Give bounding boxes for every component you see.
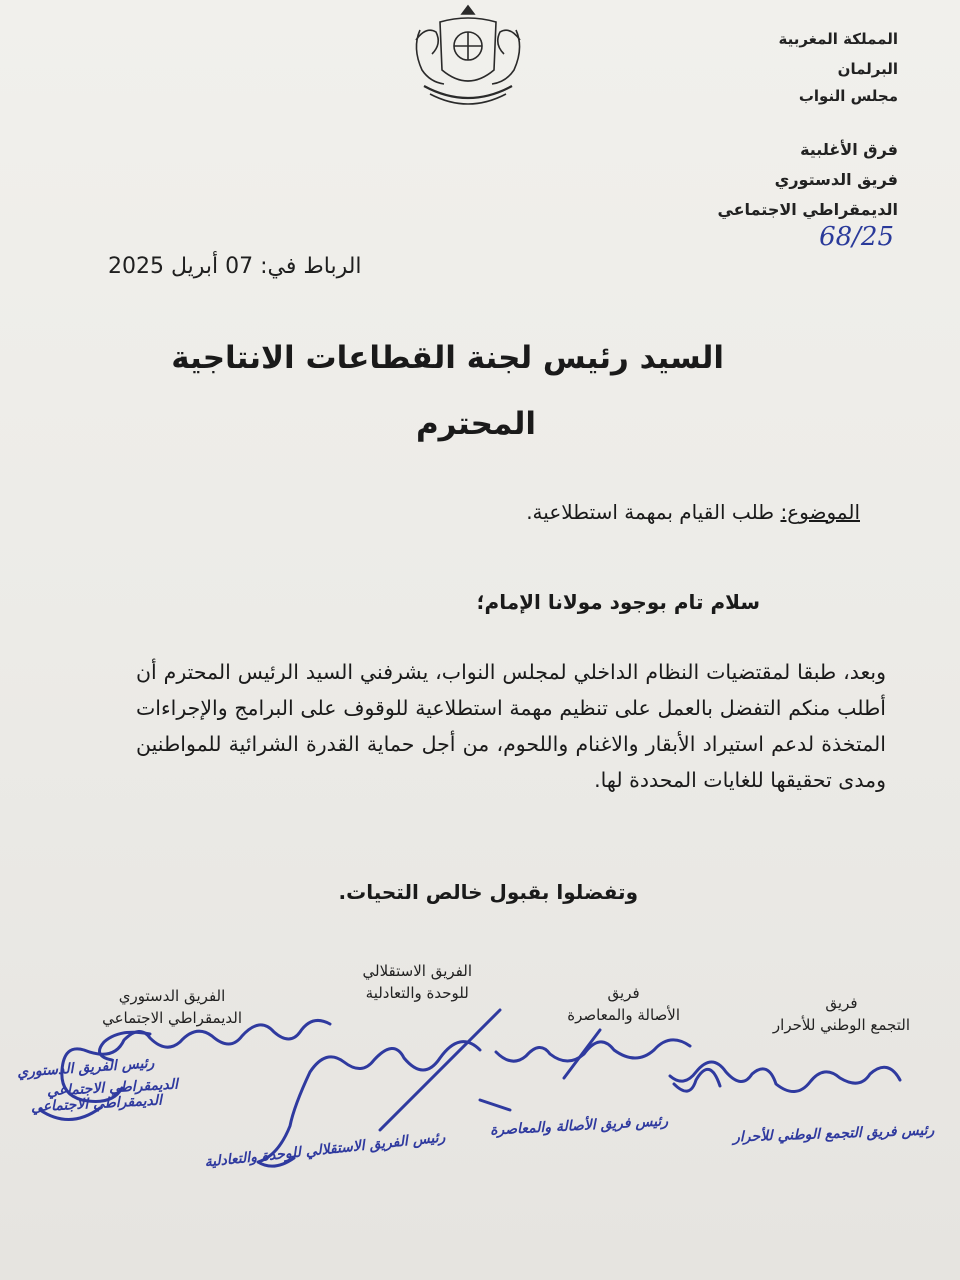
stamp-istiqlal: رئيس الفريق الاستقلالي للوحدة والتعادلية	[203, 1129, 447, 1171]
group-line-1: فريق الدستوري	[774, 170, 898, 189]
reference-number: 68/25	[819, 222, 894, 252]
stamp-uc-line1: رئيس الفريق الدستوري	[16, 1055, 155, 1081]
parliament-name: البرلمان	[837, 60, 898, 78]
signatory-istiqlal-line2: للوحدة والتعادلية	[365, 984, 469, 1002]
closing-line: وتفضلوا بقبول خالص التحيات.	[338, 880, 638, 904]
house-name: مجلس النواب	[798, 87, 898, 105]
signatory-pam-line1: فريق	[607, 984, 640, 1002]
body-paragraph: وبعد، طبقا لمقتضيات النظام الداخلي لمجلس النواب، يشرفني السيد الرئيس المحترم أن أطلب منكم التفضل بالعمل على تنظيم مهمة استطلاعية للوقوف على البرامج والإجراءات المتخذة لدعم استيراد الأبقار والاغنام واللحوم، من أجل حماية القدرة الشرائية للمواطنين ومدى تحقيقها للغايات المحددة لها.	[136, 660, 886, 792]
signatory-uc-line2: الديمقراطي الاجتماعي	[102, 1009, 242, 1027]
subject-text: طلب القيام بمهمة استطلاعية.	[526, 500, 781, 524]
stamp-uc-line2: الديمقراطي الاجتماعي	[46, 1076, 179, 1100]
subject-line	[526, 500, 860, 524]
signatory-rni-line2: التجمع الوطني للأحرار	[772, 1016, 910, 1034]
signatory-uc-line1: الفريق الدستوري	[118, 987, 226, 1005]
signature-rni	[670, 1062, 900, 1092]
group-line-2: الديمقراطي الاجتماعي	[717, 200, 898, 219]
greeting: سلام تام بوجود مولانا الإمام؛	[476, 590, 760, 614]
stamp-rni: رئيس فريق التجمع الوطني للأحرار	[732, 1122, 935, 1146]
coat-of-arms-icon	[402, 0, 534, 112]
signatory-pam-line2: الأصالة والمعاصرة	[567, 1006, 680, 1024]
groups-heading: فرق الأغلبية	[800, 140, 898, 159]
signatory-rni-line1: فريق	[825, 994, 858, 1012]
recipient-honorific: المحترم	[415, 406, 536, 442]
stamp-uc-line3: الديمقراطي الاجتماعي	[30, 1092, 163, 1116]
recipient-title: السيد رئيس لجنة القطاعات الانتاجية	[171, 340, 724, 376]
signatory-istiqlal-line1: الفريق الاستقلالي	[362, 962, 472, 980]
subject-label: الموضوع:	[780, 500, 860, 524]
date-line: الرباط في: 07 أبريل 2025	[108, 254, 362, 279]
stamp-pam: رئيس فريق الأصالة والمعاصرة	[489, 1113, 669, 1139]
signature-pam	[496, 1040, 690, 1061]
kingdom-name: المملكة المغربية	[778, 30, 898, 48]
